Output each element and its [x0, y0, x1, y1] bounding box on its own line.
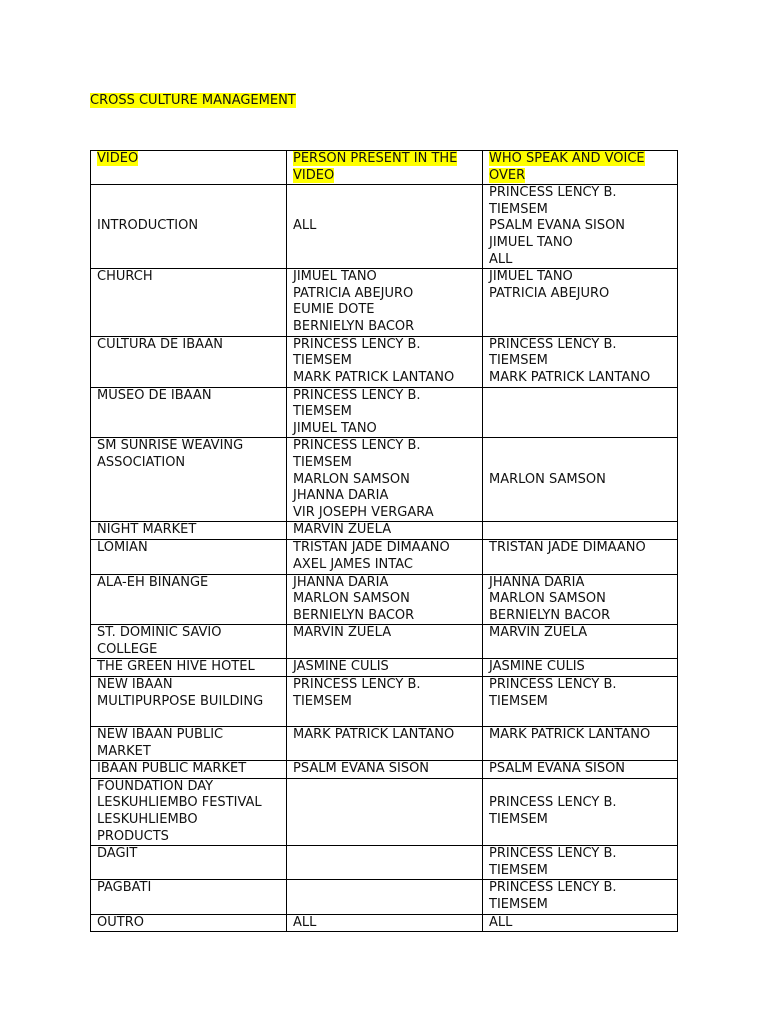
- cell-video-text: LOMIAN: [97, 540, 148, 556]
- cell-speakers: [483, 846, 678, 880]
- cell-persons-text: PRINCESS LENCY B. TIEMSEM JIMUEL TANO: [293, 387, 421, 436]
- cell-video: [91, 778, 287, 845]
- cell-persons-text: JASMINE CULIS: [293, 659, 389, 675]
- cell-persons: [287, 761, 483, 779]
- cell-video: [91, 625, 287, 659]
- cell-persons-text: ALL: [293, 218, 317, 234]
- cell-persons: [287, 438, 483, 522]
- cell-speakers: [483, 336, 678, 387]
- cell-persons-text: JHANNA DARIA MARLON SAMSON BERNIELYN BACOR: [293, 574, 415, 623]
- cell-persons-text: MARVIN ZUELA: [293, 625, 392, 641]
- cell-speakers-text: JIMUEL TANO PATRICIA ABEJURO: [489, 269, 610, 301]
- table-row: [91, 677, 678, 727]
- cell-speakers-text: MARVIN ZUELA: [489, 625, 588, 641]
- cell-video: [91, 659, 287, 677]
- cell-video-text: THE GREEN HIVE HOTEL: [97, 659, 255, 675]
- header-speakers-label: WHO SPEAK AND VOICE OVER: [489, 151, 645, 183]
- table-header-row: [91, 151, 678, 185]
- cell-persons: [287, 336, 483, 387]
- cell-persons-text: TRISTAN JADE DIMAANO AXEL JAMES INTAC: [293, 540, 450, 572]
- cell-speakers-text: PSALM EVANA SISON: [489, 761, 626, 777]
- cell-video-text: FOUNDATION DAY LESKUHLIEMBO FESTIVAL LESKUHLIEMBO PRODUCTS: [97, 778, 262, 844]
- cell-persons: [287, 778, 483, 845]
- cell-persons: [287, 574, 483, 625]
- table-row: [91, 540, 678, 574]
- cell-video: [91, 914, 287, 932]
- cell-speakers-text: ALL: [489, 914, 513, 930]
- cell-video-text: ALA-EH BINANGE: [97, 574, 209, 590]
- cell-video-text: IBAAN PUBLIC MARKET: [97, 761, 247, 777]
- cell-speakers: [483, 269, 678, 336]
- cell-persons-text: PRINCESS LENCY B. TIEMSEM MARK PATRICK LANTANO: [293, 336, 455, 385]
- table-row: [91, 185, 678, 269]
- cell-speakers: [483, 914, 678, 932]
- cell-persons-text: PSALM EVANA SISON: [293, 761, 430, 777]
- cell-speakers-text: PRINCESS LENCY B. TIEMSEM: [489, 846, 617, 878]
- cell-persons-text: PRINCESS LENCY B. TIEMSEM MARLON SAMSON JHANNA DARIA VIR JOSEPH VERGARA: [293, 438, 434, 520]
- cell-speakers-text: JHANNA DARIA MARLON SAMSON BERNIELYN BACOR: [489, 574, 611, 623]
- cell-video-text: DAGIT: [97, 846, 138, 862]
- cell-speakers-text: MARLON SAMSON: [489, 471, 606, 487]
- cell-speakers: [483, 625, 678, 659]
- cell-speakers: [483, 778, 678, 845]
- table-row: [91, 269, 678, 336]
- cell-video: [91, 269, 287, 336]
- cell-video: [91, 846, 287, 880]
- cell-persons: [287, 387, 483, 438]
- cell-speakers-text: JASMINE CULIS: [489, 659, 585, 675]
- header-video: [91, 151, 287, 185]
- cell-speakers: [483, 659, 678, 677]
- table-row: [91, 914, 678, 932]
- cell-video: [91, 880, 287, 914]
- cell-video-text: CULTURA DE IBAAN: [97, 336, 224, 352]
- table-row: [91, 522, 678, 540]
- cell-video-text: NEW IBAAN PUBLIC MARKET: [97, 727, 224, 759]
- cell-video: [91, 387, 287, 438]
- cell-persons-text: JIMUEL TANO PATRICIA ABEJURO EUMIE DOTE BERNIELYN BACOR: [293, 269, 415, 334]
- cell-speakers: [483, 387, 678, 438]
- table-row: [91, 727, 678, 761]
- cell-speakers: [483, 761, 678, 779]
- cell-video-text: PAGBATI: [97, 880, 152, 896]
- document-title: [90, 92, 296, 109]
- cell-speakers-text: PRINCESS LENCY B. TIEMSEM MARK PATRICK LANTANO: [489, 336, 651, 385]
- cell-video-text: CHURCH: [97, 269, 153, 285]
- cell-video-text: NIGHT MARKET: [97, 522, 197, 538]
- cell-video-text: ST. DOMINIC SAVIO COLLEGE: [97, 625, 222, 657]
- cell-speakers: [483, 677, 678, 727]
- cell-video: [91, 677, 287, 727]
- cell-speakers-text: PRINCESS LENCY B. TIEMSEM PSALM EVANA SISON JIMUEL TANO ALL: [489, 185, 626, 267]
- table-row: [91, 761, 678, 779]
- cell-speakers: [483, 880, 678, 914]
- cell-video: [91, 540, 287, 574]
- cell-video: [91, 574, 287, 625]
- cell-persons: [287, 677, 483, 727]
- cell-speakers: [483, 727, 678, 761]
- cell-speakers: [483, 438, 678, 522]
- cell-video: [91, 522, 287, 540]
- table-row: [91, 336, 678, 387]
- cell-persons: [287, 625, 483, 659]
- cell-video-text: NEW IBAAN MULTIPURPOSE BUILDING: [97, 677, 264, 709]
- cell-persons-text: PRINCESS LENCY B. TIEMSEM: [293, 677, 421, 709]
- cell-persons: [287, 880, 483, 914]
- cell-speakers-text: PRINCESS LENCY B. TIEMSEM: [489, 880, 617, 912]
- cell-video: [91, 761, 287, 779]
- cell-persons-text: ALL: [293, 914, 317, 930]
- cell-persons: [287, 269, 483, 336]
- cell-speakers: [483, 540, 678, 574]
- document-title-text: CROSS CULTURE MANAGEMENT: [90, 93, 296, 108]
- video-assignment-table: [90, 150, 678, 932]
- table-row: [91, 625, 678, 659]
- cell-video: [91, 185, 287, 269]
- table-body: [91, 185, 678, 932]
- cell-persons: [287, 522, 483, 540]
- table-row: [91, 574, 678, 625]
- cell-speakers-text: TRISTAN JADE DIMAANO: [489, 540, 646, 556]
- cell-speakers: [483, 185, 678, 269]
- table-row: [91, 387, 678, 438]
- header-speakers: [483, 151, 678, 185]
- cell-speakers-text: MARK PATRICK LANTANO: [489, 727, 651, 743]
- cell-video-text: MUSEO DE IBAAN: [97, 387, 212, 403]
- table-row: [91, 659, 678, 677]
- cell-persons-text: MARVIN ZUELA: [293, 522, 392, 538]
- cell-speakers: [483, 574, 678, 625]
- cell-video-text: INTRODUCTION: [97, 218, 199, 234]
- cell-persons: [287, 846, 483, 880]
- table-row: [91, 438, 678, 522]
- cell-video: [91, 727, 287, 761]
- cell-speakers: [483, 522, 678, 540]
- table-row: [91, 880, 678, 914]
- table-row: [91, 778, 678, 845]
- cell-video-text: OUTRO: [97, 914, 144, 930]
- cell-persons: [287, 727, 483, 761]
- cell-persons-text: MARK PATRICK LANTANO: [293, 727, 455, 743]
- cell-speakers-text: PRINCESS LENCY B. TIEMSEM: [489, 677, 617, 709]
- cell-speakers-text: PRINCESS LENCY B. TIEMSEM: [489, 795, 617, 828]
- header-video-label: VIDEO: [97, 151, 139, 166]
- cell-video-text: SM SUNRISE WEAVING ASSOCIATION: [97, 438, 244, 470]
- table-row: [91, 846, 678, 880]
- cell-persons: [287, 659, 483, 677]
- cell-video: [91, 438, 287, 522]
- cell-persons: [287, 540, 483, 574]
- cell-persons: [287, 914, 483, 932]
- header-persons-label: PERSON PRESENT IN THE VIDEO: [293, 151, 458, 183]
- cell-persons: [287, 185, 483, 269]
- header-persons: [287, 151, 483, 185]
- cell-video: [91, 336, 287, 387]
